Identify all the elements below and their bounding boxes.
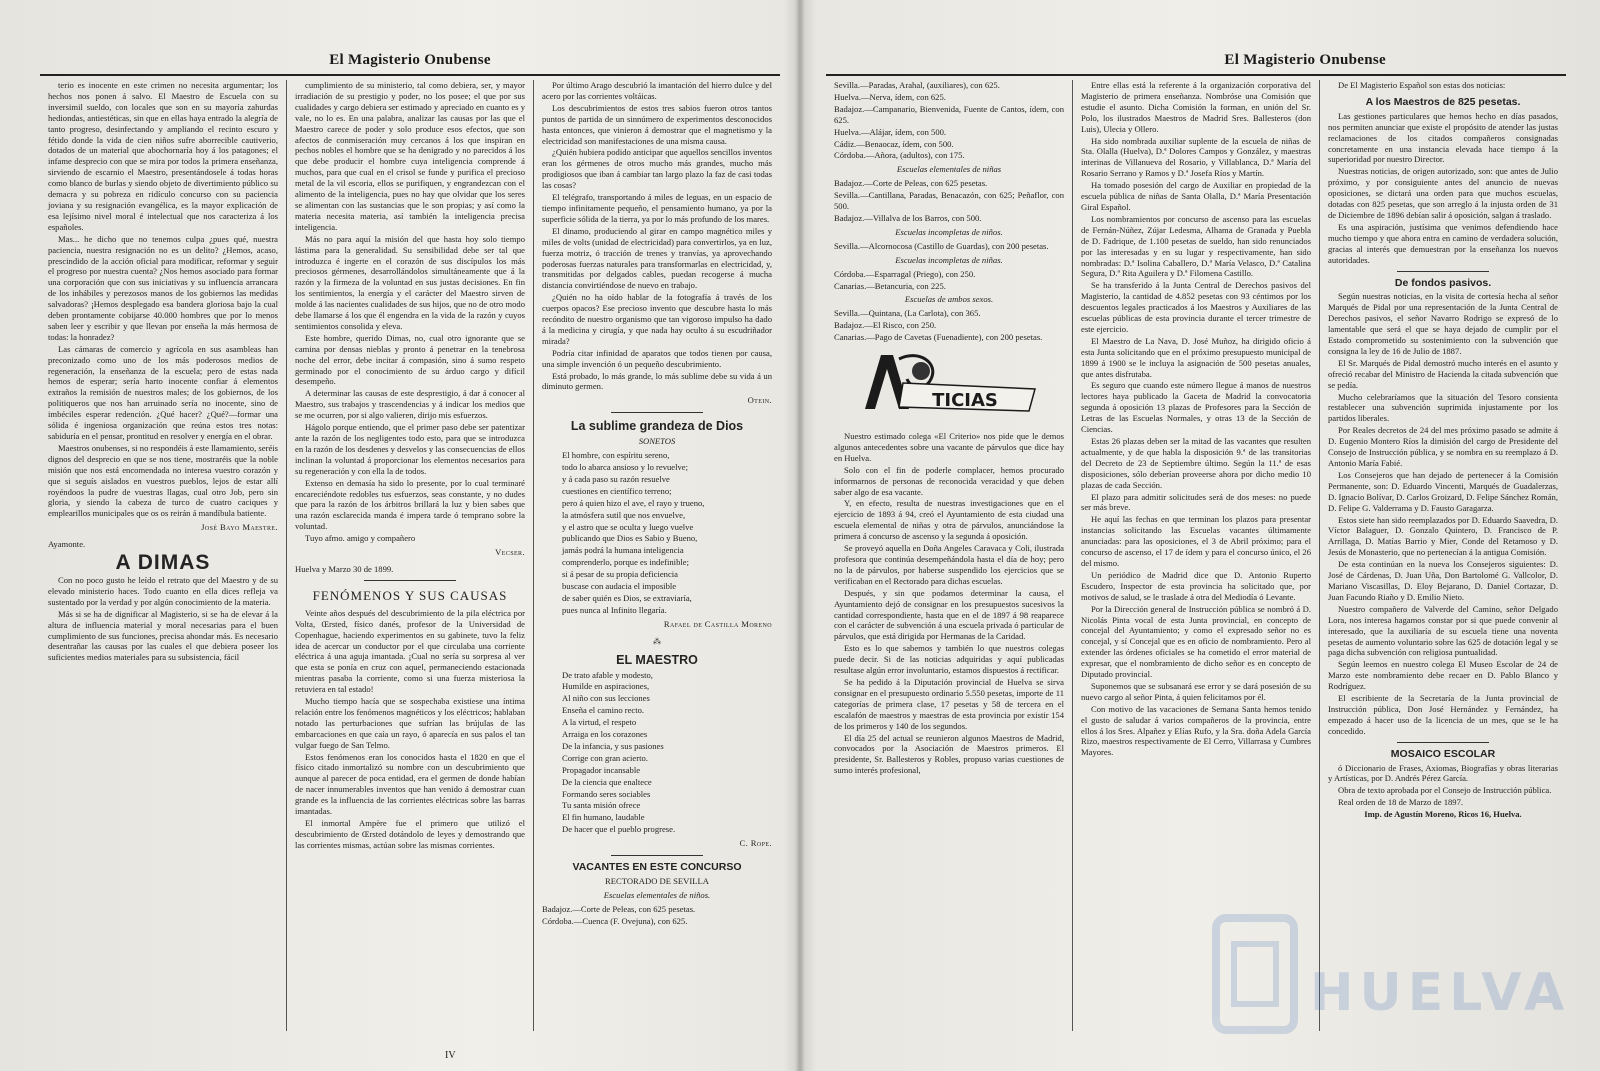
paragraph: Veinte años después del descubrimiento de la pila eléctrica por Volta, Œrsted, físico danés, profesor de la Universidad de Copenhague, haciendo experimentos en su gabinete, tuvo la feliz idea de acercar un conductor por el que circulaba una corriente eléctrica á una aguja imantada. ¡Cual no sería su sorpresa al ver que esta se ponía en cruz con aquel, permaneciendo estacionada mientras pasaba la corriente, como si una fuerza misteriosa la retuviera en tal estado! bbox=[295, 607, 525, 695]
paragraph: Maestros onubenses, si no respondéis á este llamamiento, seréis dignos del desprecio en que se nos tiene, mostraréis que la noble misión que nos está encomendada no interesa vuestro corazón y que si seguís aislados en vuestros pueblos, lejos de estar allí royéndoos la pudre de vuestras llagas, cual otro Job, pero sin gloria, y siendo la cabeza de turco de cuatro caciques y emplearillos municipales que os os reirán á mandíbula batiente. bbox=[48, 442, 278, 519]
heading-sublime: La sublime grandeza de Dios bbox=[570, 419, 744, 434]
paragraph: He aquí las fechas en que terminan los plazos para presentar instancias solicitando las Escuelas vacantes últimamente anunciadas: para las oposiciones, el 3 de Abril próximo; para el concurso de ascenso, el 17 de ídem y para el concurso único, el 26 del mismo. bbox=[1081, 514, 1311, 568]
signature: José Bayo Maestre. bbox=[201, 522, 278, 533]
verse-line: cuestiones en científico terreno; bbox=[562, 485, 672, 496]
body-fondos bbox=[1328, 291, 1558, 736]
closing: Tuyo afmo. amigo y compañero bbox=[305, 533, 416, 544]
verse-line: A la virtud, el respeto bbox=[562, 717, 637, 728]
divider bbox=[1397, 742, 1489, 743]
subheading: Escuelas incompletas de niñas. bbox=[895, 254, 1003, 265]
noticias-body bbox=[834, 431, 1064, 776]
paragraph: Más no para aquí la misión del que hasta hoy solo tiempo lástima para la generalidad. Su sensibilidad debe ser tal que introduzca é ingerte en el corazón de sus discípulos los más preciosos gérmenes, desarrollándolos simultáneamente que á la razón y la firmeza de la voluntad en sus justas decisiones. En fin los sentimientos, la energía y el carácter del Maestro sirven de molde á las nacientes cualidades de sus hijos, que no de otro modo debe llamarse á los que él engendra en la vida de la razón y cuyos sentimientos consolida y eleva. bbox=[295, 233, 525, 331]
paragraph: Badajoz.—Corte de Peleas, con 625 pesetas. bbox=[542, 903, 696, 914]
paragraph: Ha sido nombrada auxiliar suplente de la escuela de niñas de Sta. Olalla (Huelva), D.ª Dolores Campos y González, y maestras interinas de Villanueva del Rosario, y Villablanca, D.ª María del Rosario Serrano y Ramos y D.ª Josefa Ríos y Martín. bbox=[1081, 135, 1311, 179]
heading-825: A los Maestros de 825 pesetas. bbox=[1365, 95, 1521, 108]
paragraph: Cádiz.—Benaocaz, ídem, con 500. bbox=[834, 138, 954, 149]
right-col-3 bbox=[1319, 80, 1566, 1031]
verse-line: de saber quién es Dios, se extraviaría, bbox=[562, 592, 692, 603]
paragraph: El Sr. Marqués de Pidal demostró mucho interés en el asunto y ofreció recabar del Ministro de Hacienda la citada subvención que se pedía. bbox=[1328, 357, 1558, 390]
vacantes-list bbox=[542, 904, 772, 927]
sonnet bbox=[542, 450, 772, 616]
paragraph: Nuestro estimado colega «El Criterio» nos pide que le demos algunos antecedentes sobre una vacante de párvulos que dice hay en Huelva. bbox=[834, 431, 1064, 463]
paragraph: Real orden de 18 de Marzo de 1897. bbox=[1338, 797, 1464, 808]
verse-line: Enseña el camino recto. bbox=[562, 705, 645, 716]
verse-line: Al niño con sus lecciones bbox=[562, 693, 650, 704]
paragraph: terio es inocente en este crimen no necesita argumentar; los hechos nos ponen á salvo. El Maestro de Escuela con su inversimil sueldo, con locales que son en su mayoría zahurdas hediondas, antiestéticas, sin que en ellas haya entrado la alegría de tanto progreso, desinfectando y ampliando el recinto escuro y fétido donde la vida de cien niños sufre aborrecible cautiverio, dotados de un material que abochornaría hoy á los patagones; el infame desprecio con que se mira por todos la primera enseñanza, sirviendo de escarnio el Maestro, presentándosele á todas horas como blanco de burlas y siendo objeto de divertimiento público su demacra y su pobreza en ridículo concurso con su paciencia joviana y su resignación evangélica, es la mayor explicación de esa lejísimo nivel moral é intelectual que nos caracteriza á los españoles. bbox=[48, 80, 278, 232]
paragraph: Hágolo porque entiendo, que el primer paso debe ser patentizar ante la razón de los negligentes todo esto, para que se introduzca en la razón de los desdenes y desvelos y las consecuencias de ellos inclinan la voluntad á proporcionar los elementos necesarios para su regeneración y con ella la de todos. bbox=[295, 422, 525, 476]
paragraph: Es una aspiración, justísima que venimos defendiendo hace mucho tiempo y que ahora entra en camino de verdadera solución, gracias al interés que demuestran por la enseñanza los nuevos autoridades. bbox=[1328, 221, 1558, 265]
right-columns bbox=[826, 80, 1566, 1031]
paragraph: Sevilla.—Alcornocosa (Castillo de Guardas), con 200 pesetas. bbox=[834, 240, 1049, 251]
paragraph: Entre ellas está la referente á la organización corporativa del Magisterio de primera enseñanza. Nombróse una Comisión que estudie el asunto. Dicha Comisión la forman, en unión del Sr. Polo, los ilustrados Maestros de Madrid Sres. Ballesteros (don Luis), Ulecia y Ollero. bbox=[1081, 80, 1311, 134]
right-masthead: El Magisterio Onubense bbox=[826, 52, 1566, 76]
verse-line: Arraiga en los corazones bbox=[562, 729, 648, 740]
paragraph: Por la Dirección general de Instrucción pública se nombró á D. Nicolás Pinta vocal de esta Junta provincial, en concepto de concejal del Ayuntamiento; y como el expresado señor no es concejal, y sí Concejal que es en oficio de nombramiento. Pero al extender las órdenes oficiales se ha cometido el error material de expresar, que el nombramiento de dicho señor es en concepto de Diputado provincial. bbox=[1081, 603, 1311, 680]
signature: Vecser. bbox=[495, 547, 525, 558]
article-body bbox=[542, 80, 772, 392]
paragraph: Badajoz.—Corte de Peleas, con 625 pesetas. bbox=[834, 178, 988, 189]
paragraph: Obra de texto aprobada por el Consejo de Instrucción pública. bbox=[1338, 785, 1552, 796]
heading-a-dimas: A DIMAS bbox=[115, 551, 211, 575]
article-body bbox=[48, 80, 278, 519]
paragraph: Podría citar infinidad de aparatos que todos tienen por causa, una simple invención ó un pequeño descubrimiento. bbox=[542, 347, 772, 369]
paragraph: Ha tomado posesión del cargo de Auxiliar en propiedad de la escuela pública de niñas de Santa Olalla, D.ª María Presentación Giral Español. bbox=[1081, 180, 1311, 212]
subheading-escuelas: Escuelas elementales de niños. bbox=[603, 889, 711, 900]
article-body bbox=[295, 80, 525, 532]
paragraph: Después, y sin que podamos determinar la causa, el Ayuntamiento dejó de consignar en los presupuestos sucesivos la cantidad correspondiente, hasta que en el de 1897 á 98 reaparece con el carácter de subvención á una escuela privada ó particular de párvulos, que está dirigida por Hermanas de la Caridad. bbox=[834, 587, 1064, 642]
imprint: Imp. de Agustín Moreno, Ricos 16, Huelva. bbox=[1364, 809, 1522, 820]
vacantes-list-ninas bbox=[834, 178, 1064, 224]
paragraph: Canarias.—Betancuria, con 225. bbox=[834, 280, 946, 291]
verse-line: publicando que Dios es Sabio y Bueno, bbox=[562, 533, 698, 544]
signature: Otein. bbox=[747, 395, 772, 406]
paragraph: Estos siete han sido reemplazados por D. Eduardo Saavedra, D. Víctor Balaguer, D. Gonzalo Quintero, D. Francisco de P. Arrillaga, D. Matías Barrio y Mier, Conde del Retamoso y D. Jesús de Monasterio, que no pertenecían á la antigua Comisión. bbox=[1328, 514, 1558, 558]
paragraph: ó Diccionario de Frases, Axiomas, Biografías y obras literarias y Artísticas, por D. Andrés Pérez García. bbox=[1328, 762, 1558, 784]
verse-line: De hacer que el pueblo progrese. bbox=[562, 824, 676, 835]
paragraph: ¿Quién no ha oído hablar de la fotografía á través de los cuerpos opacos? Ese precioso invento que descubre hasta lo más recóndito de nuestro organismo que tan vigoroso impulso ha dado á la medicina y cirugía, y que nada hay oculto á su escudriñador mirada? bbox=[542, 292, 772, 346]
right-col-2 bbox=[1072, 80, 1319, 1031]
left-masthead: El Magisterio Onubense bbox=[40, 52, 780, 76]
noticias-label: TICIAS bbox=[932, 390, 998, 412]
paragraph: Canarias.—Pago de Cavetas (Fuenadiente), con 200 pesetas. bbox=[834, 332, 1043, 343]
paragraph: Suponemos que se subsanará ese error y se dará posesión de su nuevo cargo al señor Pinta, á quien felicitamos por él. bbox=[1081, 680, 1311, 702]
divider bbox=[611, 412, 703, 413]
subheading: Escuelas incompletas de niños. bbox=[895, 226, 1003, 237]
paragraph: Nuestras noticias, de origen autorizado, son: que antes de Julio próximo, y por consiguiente antes del anuncio de nuevas oposiciones, se dictará una orden para que muchos escuelas, dotadas con 825 pesetas, que son arreglo á la injusta orden de 31 de Diciembre de 1896 debían salir á oposición, salgan á traslado. bbox=[1328, 166, 1558, 220]
poem bbox=[542, 670, 772, 836]
paragraph: Badajoz.—El Risco, con 250. bbox=[834, 320, 937, 331]
verse-line: jamás podrá la humana inteligencia bbox=[562, 545, 684, 556]
paragraph: Sevilla.—Quintana, (La Carlota), con 365. bbox=[834, 308, 981, 319]
paragraph: Según leemos en nuestro colega El Museo Escolar de 24 de Marzo este nombramiento debe recaer en D. Pablo Blanco y Rodríguez. bbox=[1328, 659, 1558, 692]
paragraph: Nuestro compañero de Valverde del Camino, señor Delgado Lora, nos interesa hagamos constar por si que puede convenir al interesado, que la auxiliaría de su escuela tiene una noventa pesetas de aumento voluntario sobre las 625 de dotación legal y se paga dicha subvención con religiosa puntualidad. bbox=[1328, 603, 1558, 658]
paragraph: Este hombre, querido Dimas, no, cual otro ignorante que se camina por densas nieblas y pronto á penetrar en la tenebrosa noche del error, debe incitar á compasión, sino á sumo respeto germinado por el conocimiento de su árduo cargo y difícil desempeño. bbox=[295, 332, 525, 387]
paragraph: Con no poco gusto he leído el retrato que del Maestro y de su elevado ministerio haces. Todo cuanto en ella dices refleja va sustentado por la verdad y por algún conocimiento de la materia. bbox=[48, 574, 278, 607]
verse-line: si á pesar de su propia deficiencia bbox=[562, 569, 678, 580]
intro: De El Magisterio Español son estas dos noticias: bbox=[1338, 80, 1506, 90]
paragraph: Se ha transferido á la Junta Central de Derechos pasivos del Magisterio, la cantidad de 4.852 pesetas con 93 céntimos por los descuentos legales practicados á los Maestros y Auxiliares de las escuelas públicas de esta provincia durante el tercer trimestre de este ejercicio. bbox=[1081, 280, 1311, 334]
paragraph: Por último Arago descubrió la imantación del hierro dulce y del acero por las corrientes voltáicas. bbox=[542, 80, 772, 101]
subheading-sonetos: SONETOS bbox=[638, 436, 676, 447]
subheading-rectorado: RECTORADO DE SEVILLA bbox=[605, 876, 709, 886]
verse-line: buscase con audacia el imposible bbox=[562, 581, 677, 592]
verse-line: Propagador incansable bbox=[562, 764, 641, 775]
paragraph: Se ha pedido á la Diputación provincial de Huelva se sirva consignar en el presupuesto ordinario 5.550 pesetas, importe de 11 categorías de primera clase, 17 pesetas y 58 de tercera en el escalafón de maestros y maestras de esta provincia por existir 154 de los primeros y 140 de los segundos. bbox=[834, 676, 1064, 731]
heading-vacantes: VACANTES EN ESTE CONCURSO bbox=[572, 861, 742, 874]
verse-line: la atmósfera sutil que nos envuelve, bbox=[562, 509, 686, 520]
verse-line: y el astro que se oculta y luego vuelve bbox=[562, 521, 694, 532]
verse-line: Tu santa misión ofrece bbox=[562, 800, 641, 811]
paragraph: Y, en efecto, resulta de nuestras investigaciones que en el ejercicio de 1893 á 94, creó el Ayuntamiento de esta ciudad una escuela elemental de niñas y otra de párvulos, anunciándose la primera á concurso de ascenso y la segunda á oposición. bbox=[834, 498, 1064, 542]
paragraph: Por Reales decretos de 24 del mes próximo pasado se admite á D. Eugenio Montero Ríos la dimisión del cargo de Presidente del Consejo de Instrucción pública, y se nombra en su reemplazo á D. Antonio María Fabié. bbox=[1328, 425, 1558, 468]
dimas-body bbox=[48, 575, 278, 663]
paragraph: Los Consejeros que han dejado de pertenecer á la Comisión Permanente, son: D. Eduardo Vincenti, Marqués de Guadalerzas, D. Ignacio Bolívar, D. Carlos Groizard, D. Felipe Sánchez Román, D. Felipe G. Valderrama y D. Fausto Garagarza. bbox=[1328, 469, 1558, 513]
paragraph: Huelva.—Alájar, ídem, con 500. bbox=[834, 126, 947, 137]
paragraph: Las gestiones particulares que hemos hecho en días pasados, nos permiten anunciar que existe el propósito de atender las justas reclamaciones de los citados compañeros consignadas concretamente en una instancia elevada hace tiempo á la superioridad por nuestro Director. bbox=[1328, 110, 1558, 165]
signature: C. Rope. bbox=[739, 838, 772, 849]
paragraph: Badajoz.—Villalva de los Barros, con 500. bbox=[834, 212, 982, 223]
page-number: IV bbox=[445, 1050, 456, 1061]
paragraph: Está probado, lo más grande, lo más sublime debe su vida á un diminuto germen. bbox=[542, 370, 772, 392]
divider bbox=[364, 580, 456, 581]
signature: Rafael de Castilla Moreno bbox=[663, 618, 772, 629]
paragraph: A determinar las causas de este desprestigio, á dar á conocer al Maestro, sus trabajos y trascendencias y á indicar los medios que se me ocurren, por si algo valieren, dirijo mis esfuerzos. bbox=[295, 388, 525, 421]
paragraph: Estos fenómenos eran los conocidos hasta el 1820 en que el físico citado inmortalizó su nombre con un descubrimiento que aunque al parecer de poca entidad, era el germen de donde habían de nacer innumerables inventos que han venido á demostrar cuan grande es la influencia de las corrientes eléctricas sobre las barras imantadas. bbox=[295, 751, 525, 817]
subheading: Escuelas elementales de niñas bbox=[896, 164, 1002, 175]
paragraph: El Maestro de La Nava, D. José Muñoz, ha dirigido oficio á esta Junta solicitando que en el próximo presupuesto municipal de 1899 á 1900 se le incluya la asignación de 500 pesetas anuales, que antes disfrutaba. bbox=[1081, 335, 1311, 379]
left-col-3 bbox=[533, 80, 780, 1031]
noticias-body-cont bbox=[1081, 80, 1311, 758]
paragraph: Estas 26 plazas deben ser la mitad de las vacantes que resulten actualmente, y de que habla la disposición 9.ª de las transitorias del Decreto de 23 de Septiembre último. Según la 11.ª de esas disposiciones, sólo deberían proveerse ahora por dicho medio 10 plazas de cada Sección. bbox=[1081, 436, 1311, 490]
paragraph: Con motivo de las vacaciones de Semana Santa hemos tenido el gusto de saludar á varios compañeros de la provincia, entre ellos á los Sres. Alpañez y Elías Rufo, y la Sra. doña Adela García Rizo, maestros respectivamente de El Cerro, Villarrasa y Cumbres Mayores. bbox=[1081, 703, 1311, 758]
verse-line: todo lo abarca ansioso y lo revuelve; bbox=[562, 462, 689, 472]
left-col-2 bbox=[286, 80, 533, 1031]
heading-el-maestro: EL MAESTRO bbox=[616, 652, 698, 667]
paragraph: Córdoba.—Esparragal (Priego), con 250. bbox=[834, 268, 976, 279]
verse-line: Humilde en aspiraciones, bbox=[562, 681, 650, 692]
paragraph: Sevilla.—Paradas, Arahal, (auxiliares), con 625. bbox=[834, 80, 1000, 90]
vacantes-list-ambos bbox=[834, 308, 1064, 343]
fenomenos-body bbox=[295, 608, 525, 851]
right-col-1 bbox=[826, 80, 1072, 1031]
verse-line: El hombre, con espíritu sereno, bbox=[562, 450, 670, 461]
divider bbox=[611, 855, 703, 856]
verse-line: De trato afable y modesto, bbox=[562, 669, 653, 680]
paragraph: Solo con el fin de poderle complacer, hemos procurado informarnos de personas de reconocida veracidad y que deben saber algo de esa vacante. bbox=[834, 464, 1064, 497]
paragraph: Mas... he dicho que no tenemos culpa ¿pues qué, nuestra paciencia, nuestra resignación no es un delito? ¿Hemos, acaso, prescindido de la acción oficial para modificar, reformar y seguir el progreso por nuestra cuenta? ¿Nos hemos asociado para formar una corporación que con sus iniciativas y su influencia arrancara de los inhábiles y perezosos manos de los gobiernos las medidas salvadoras? ¡Hemos desplegado esa bandera gloriosa bajo la cual deben prontamente cobijarse 40.000 hombres que por lo menos saben leer y escribir y que llevan por enseña la más hermosa de todas: la honradez? bbox=[48, 233, 278, 342]
verse-line: Formando seres sociables bbox=[562, 788, 651, 799]
paragraph: Se proveyó aquella en Doña Angeles Caravaca y Coli, ilustrada profesora que continúa desempeñándola hasta el día de hoy; pero no la de párvulos, por haberse suspendido los ejercicios que se verificaban en el Rectorado para dichas escuelas. bbox=[834, 543, 1064, 586]
body-mosaico bbox=[1328, 763, 1558, 809]
vacantes-list-incompletas bbox=[834, 241, 1064, 252]
verse-line: De la infancia, y sus pasiones bbox=[562, 740, 664, 751]
dateline: Huelva y Marzo 30 de 1899. bbox=[295, 563, 394, 574]
paragraph: cumplimiento de su ministerio, tal como debiera, ser, y mayor irradiación de su prestigio y poder, no los posee; el que por sus cualidades y cargo debiera ser estimado y apreciado en cuanto es y vale, no lo es. En una palabra, analizar las causas por las que el Maestro carece de poder y solo produce esos efectos, que son afectos de conmiseración muy cercanos á los que inspiran en pechos nobles el hombre que se ha denigrado y no parecidos á los que debe producir el hombre cuya inteligencia comprende á muchos, para que cual en el crisol se funde y purifica el precioso metal de la vil escoria, ellos se purifiquen, y engrandezcan con el alimento de la inteligencia, pues no hay que olvidar que los seres se alimentan con las sustancias que le son propias; y así como la materia necesita materia, así también la inteligencia precisa inteligencia. bbox=[295, 80, 525, 232]
place: Ayamonte. bbox=[48, 539, 86, 550]
paragraph: Las cámaras de comercio y agrícola en sus asambleas han preconizado como uno de los más poderosos medios de regeneración, la enseñanza de la escuela; pero de estas nada hemos de esperar; sería harto inocente confiar á elementos extraños la remisión de nuestros males; de los gobiernos, de los politiqueros que nos han arruinado sería no inocente, sino de imbéciles esperar redención. ¿Qué hacer? ¿Qué?—formar una sólida é ingeniosa organización que reúna estos tres notas: sabiduría en el pensar, prontitud en resolver y energía en el obrar. bbox=[48, 343, 278, 441]
left-col-1 bbox=[40, 80, 286, 1031]
paragraph: El inmortal Ampère fue el primero que utilizó el descubrimiento de Œrsted dotándolo de leyes y demostrando que las corrientes mismas, actúan sobre las mismas corrientes. bbox=[295, 818, 525, 850]
paragraph: Los nombramientos por concurso de ascenso para las escuelas de Fernán-Núñez, Zújar Ledesma, Alhama de Granada y Puebla de D. Fadrique, de 1.100 pesetas de sueldo, han sido renunciados por las interesadas y en su lugar y respectivamente, han sido nombradas: D.ª Isolina Caballero, D.ª María Velasco, D.ª Catalina Segura, D.ª Rita Aguilera y D.ª Filomena Castillo. bbox=[1081, 213, 1311, 279]
paragraph: Un periódico de Madrid dice que D. Antonio Ruperto Escudero, Inspector de esta provincia ha solicitado que, por motivos de salud, se le traslade á otra del Mediodía ó Levante. bbox=[1081, 569, 1311, 602]
asterism: ⁂ bbox=[652, 635, 662, 646]
left-columns bbox=[40, 80, 780, 1031]
paragraph: Esto es lo que sabemos y también lo que nuestros colegas puede decir. Si de las noticias adquiridas y aquí publicadas resultase algún error involuntario, estamos dispuestos á rectificar. bbox=[834, 643, 1064, 676]
divider bbox=[1397, 271, 1489, 272]
paragraph: ¿Quién hubiera podido anticipar que aquellos sencillos inventos eran los gérmenes de otros mucho más grandes, mucho más prodigiosos que iban á cambiar tan largo plazo la faz de casi todas las cosas? bbox=[542, 147, 772, 191]
paragraph: Mucho celebraríamos que la situación del Tesoro consienta restablecer una subvención suprimida injustamente por los partidos liberales. bbox=[1328, 391, 1558, 424]
verse-line: comprenderlo, porque es indefinible; bbox=[562, 557, 689, 568]
noticias-ornament bbox=[859, 349, 1039, 423]
paragraph: Sevilla.—Cantillana, Paradas, Benacazón, con 625; Peñaflor, con 500. bbox=[834, 190, 1064, 212]
paragraph: Más si se ha de dignificar al Magisterio, si se ha de elevar á la altura de influencia material y moral necesarias para el buen cumplimiento de sus funciones, precisa ahondar más. Es necesario desentrañar las causas por las cuales el que debiera poseer los suficientes medios materiales para su subsistencia, fácil bbox=[48, 608, 278, 663]
paragraph: Badajoz.—Campanario, Bienvenida, Fuente de Cantos, ídem, con 625. bbox=[834, 103, 1064, 125]
paragraph: De esta continúan en la nueva los Consejeros siguientes: D. José de Cárdenas, D. Juan Uña, Don Bartolomé G. Vallcolor, D. Mariano Viscasillas, D. Eloy Bejarano, D. Daniel Cortazar, D. Juan Facundo Riaño y D. Emilio Nieto. bbox=[1328, 559, 1558, 602]
paragraph: Córdoba.—Cuenca (F. Ovejuna), con 625. bbox=[542, 915, 688, 926]
verse-line: pero á quien hizo el ave, el rayo y trueno, bbox=[562, 497, 705, 508]
noticias-emblem bbox=[859, 349, 1039, 423]
center-fold bbox=[795, 0, 805, 1071]
paragraph: Mucho tiempo hacía que se sospechaba existiese una íntima relación entre los fenómenos magnéticos y los eléctricos; hablaban notado las perturbaciones que sufrían las brújulas de las embarcaciones en que caía un rayo, ó aparecía en sus palos el tan vulgar fuego de San Telmo. bbox=[295, 696, 525, 750]
vacantes-list-incompletas-ninas bbox=[834, 269, 1064, 292]
vacantes-list-cont bbox=[834, 80, 1064, 161]
verse-line: El fin humano, laudable bbox=[562, 812, 645, 823]
paragraph: Extenso en demasía ha sido lo presente, por lo cual terminaré encareciéndote redobles tus esfuerzos, seas constante, y no dudes que para la razón de los árbitros brillará la luz y bien sabes que una razón esclarecida manda é impera tarde ó temprano sobre la voluntad. bbox=[295, 477, 525, 532]
paragraph: Según nuestras noticias, en la visita de cortesía hecha al señor Marqués de Pidal por una representación de la Junta Central de Derechos pasivos, el señor Navarro Rodrigo se expresó de lo lamentable que será el que se haya dejado de cumplir por el Estado comprometido su sostenimiento con la subvención que consigna la ley de 16 de Julio de 1887. bbox=[1328, 291, 1558, 356]
verse-line: y á cada paso su razón resuelve bbox=[562, 473, 670, 484]
verse-line: De la ciencia que enaltece bbox=[562, 776, 652, 787]
paragraph: Córdoba.—Añora, (adultos), con 175. bbox=[834, 150, 965, 161]
paragraph: Es seguro que cuando este número llegue á manos de nuestros lectores haya publicado la Gaceta de Madrid la convocatoria segunda á oposición 13 plazas de Profesores para la Sección de Letras de las Escuelas Normales, y otras 13 de la Sección de Ciencias. bbox=[1081, 380, 1311, 435]
paragraph: El escribiente de la Secretaría de la Junta provincial de Instrucción pública, Don José Hernández y Fernández, ha empezado á hacer uso de la licencia de un mes, que se le ha concedido. bbox=[1328, 693, 1558, 736]
subheading: Escuelas de ambos sexos. bbox=[904, 294, 994, 305]
paragraph: El telégrafo, transportando á miles de leguas, en un espacio de tiempo infinitamente pequeño, el pensamiento humano, ya por la superficie sólida de la tierra, ya por lo más profundo de los mares. bbox=[542, 192, 772, 224]
library-watermark bbox=[1210, 910, 1571, 1040]
body-825 bbox=[1328, 111, 1558, 266]
paragraph: El dinamo, produciendo al girar en campo magnético miles y miles de volts (unidad de electricidad) para convertirlos, ya en luz, fuerza motriz, ó tracción de trenes y tranvías, ya aprovechando poderosas fuerzas naturales para transformarlas en electricidad, y, transmitidas por delgados cables, puedan recogerse á mucha distancia convirtiéndose de nuevo en trabajo. bbox=[542, 225, 772, 291]
verse-line: Corrige con gran acierto. bbox=[562, 752, 648, 763]
verse-line: pues nunca al Infinito llegaría. bbox=[562, 604, 667, 615]
paragraph: Huelva.—Nerva, ídem, con 625. bbox=[834, 91, 946, 102]
paragraph: El día 25 del actual se reunieron algunos Maestros de Madrid, convocados por la Asociación de Maestros primeros. El presidente, Sr. Ballesteros y Robles, propuso varias cuestiones de sumo interés profesional, bbox=[834, 732, 1064, 776]
left-page bbox=[40, 0, 780, 1071]
paragraph: Los descubrimientos de estos tres sabios fueron otros tantos puntos de partida de un sinnúmero de experimentos desconocidos hasta entonces, que vinieron á demostrar que el magnetismo y la electricidad son manifestaciones de una misma causa. bbox=[542, 102, 772, 146]
heading-fenomenos: FENÓMENOS Y SUS CAUSAS bbox=[312, 587, 508, 603]
paragraph: El plazo para admitir solicitudes será de dos meses: no puede ser más breve. bbox=[1081, 491, 1311, 513]
heading-mosaico: MOSAICO ESCOLAR bbox=[1390, 747, 1496, 760]
watermark-text: HUELVA bbox=[1310, 963, 1571, 1023]
heading-fondos-pasivos: De fondos pasivos. bbox=[1394, 276, 1492, 289]
